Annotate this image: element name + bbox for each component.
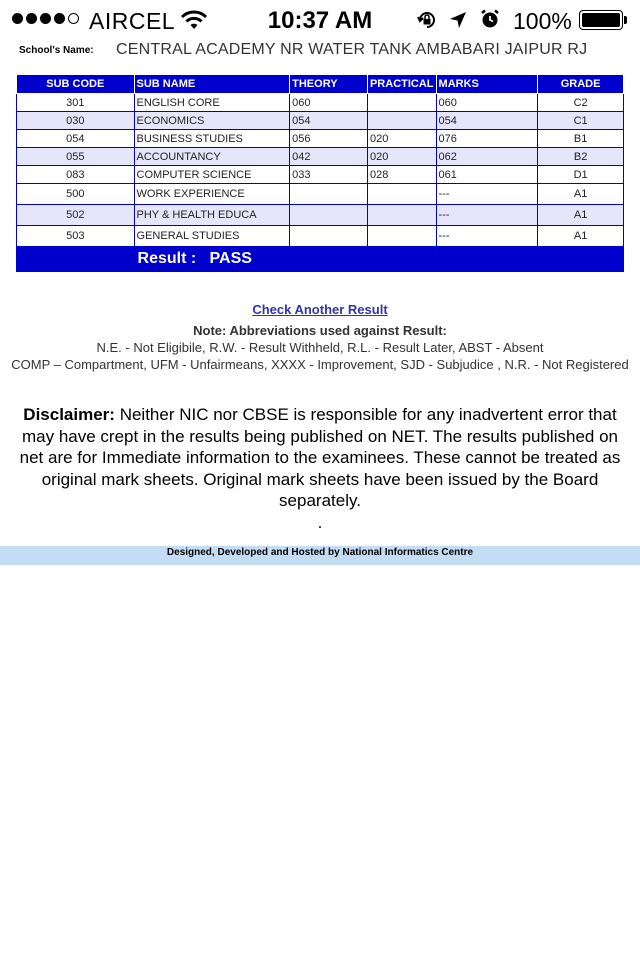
total-marks: 054 — [436, 112, 538, 130]
header-theory: THEORY — [290, 75, 368, 94]
alarm-icon — [479, 8, 501, 35]
sub-name: WORK EXPERIENCE — [134, 184, 290, 205]
header-sub-name: SUB NAME — [134, 75, 290, 94]
table-row — [17, 94, 624, 112]
carrier-name: AIRCEL — [89, 8, 176, 34]
sub-name: COMPUTER SCIENCE — [134, 166, 290, 184]
practical-marks — [367, 205, 436, 226]
note-title: Note: Abbreviations used against Result: — [193, 323, 447, 338]
practical-marks — [367, 112, 436, 130]
total-marks: 076 — [436, 130, 538, 148]
header-marks: MARKS — [436, 75, 538, 94]
disclaimer-label: Disclaimer: — [23, 405, 115, 424]
table-header-row — [17, 75, 624, 94]
grade: A1 — [538, 184, 624, 205]
total-marks: --- — [436, 205, 538, 226]
header-grade: GRADE — [538, 75, 624, 94]
note-abbreviations-line-2: COMP – Compartment, UFM - Unfairmeans, XXXX - Improvement, SJD - Subjudice , N.R. - Not Registered — [11, 357, 629, 372]
sub-code: 054 — [17, 130, 135, 148]
grade: A1 — [538, 226, 624, 247]
total-marks: --- — [436, 184, 538, 205]
table-row — [17, 148, 624, 166]
school-name-label: School's Name: — [19, 45, 94, 56]
battery-fill — [582, 13, 620, 27]
sub-name: PHY & HEALTH EDUCA — [134, 205, 290, 226]
sub-name: ACCOUNTANCY — [134, 148, 290, 166]
result-row — [17, 247, 624, 272]
table-row — [17, 205, 624, 226]
practical-marks — [367, 226, 436, 247]
total-marks: 060 — [436, 94, 538, 112]
location-arrow-icon — [448, 10, 468, 35]
status-bar — [0, 0, 640, 40]
theory-marks — [290, 226, 368, 247]
school-name: CENTRAL ACADEMY NR WATER TANK AMBABARI JAIPUR RJ — [116, 41, 588, 58]
grade: C2 — [538, 94, 624, 112]
results-table — [16, 74, 624, 272]
practical-marks — [367, 94, 436, 112]
sub-code: 083 — [17, 166, 135, 184]
total-marks: 061 — [436, 166, 538, 184]
battery-icon — [579, 10, 623, 30]
theory-marks: 060 — [290, 94, 368, 112]
result-spacer — [17, 247, 135, 272]
total-marks: --- — [436, 226, 538, 247]
footer-credits: Designed, Developed and Hosted by National Informatics Centre — [0, 546, 640, 565]
rotation-lock-icon — [416, 9, 438, 36]
theory-marks: 033 — [290, 166, 368, 184]
sub-code: 500 — [17, 184, 135, 205]
battery-tip — [624, 16, 627, 24]
theory-marks: 056 — [290, 130, 368, 148]
sub-name: ENGLISH CORE — [134, 94, 290, 112]
result-status: Result : PASS — [134, 247, 623, 272]
grade: C1 — [538, 112, 624, 130]
header-practical: PRACTICAL — [367, 75, 436, 94]
grade: A1 — [538, 205, 624, 226]
clock-time: 10:37 AM — [267, 7, 373, 34]
sub-name: ECONOMICS — [134, 112, 290, 130]
table-row — [17, 112, 624, 130]
disclaimer — [14, 404, 626, 533]
disclaimer-trailing-dot: . — [317, 512, 323, 532]
theory-marks: 042 — [290, 148, 368, 166]
grade: B2 — [538, 148, 624, 166]
header-sub-code: SUB CODE — [17, 75, 135, 94]
sub-name: BUSINESS STUDIES — [134, 130, 290, 148]
sub-name: GENERAL STUDIES — [134, 226, 290, 247]
grade: D1 — [538, 166, 624, 184]
table-row — [17, 130, 624, 148]
sub-code: 502 — [17, 205, 135, 226]
sub-code: 301 — [17, 94, 135, 112]
grade: B1 — [538, 130, 624, 148]
sub-code: 030 — [17, 112, 135, 130]
total-marks: 062 — [436, 148, 538, 166]
practical-marks: 020 — [367, 130, 436, 148]
check-another-result-link[interactable]: Check Another Result — [252, 302, 388, 317]
practical-marks: 028 — [367, 166, 436, 184]
table-row — [17, 184, 624, 205]
theory-marks: 054 — [290, 112, 368, 130]
theory-marks — [290, 184, 368, 205]
battery-percentage: 100% — [513, 8, 572, 34]
sub-code: 055 — [17, 148, 135, 166]
theory-marks — [290, 205, 368, 226]
table-row — [17, 166, 624, 184]
practical-marks: 020 — [367, 148, 436, 166]
practical-marks — [367, 184, 436, 205]
sub-code: 503 — [17, 226, 135, 247]
disclaimer-text: Neither NIC nor CBSE is responsible for any inadvertent error that may have crept in the results being published on NET. The results published on net are for Immediate information to the examinees. These cannot be treated as original mark sheets. Original mark sheets have been issued by the Board separately. — [19, 405, 621, 510]
table-row — [17, 226, 624, 247]
note-abbreviations-line-1: N.E. - Not Eligibile, R.W. - Result Withheld, R.L. - Result Later, ABST - Absent — [96, 340, 544, 355]
